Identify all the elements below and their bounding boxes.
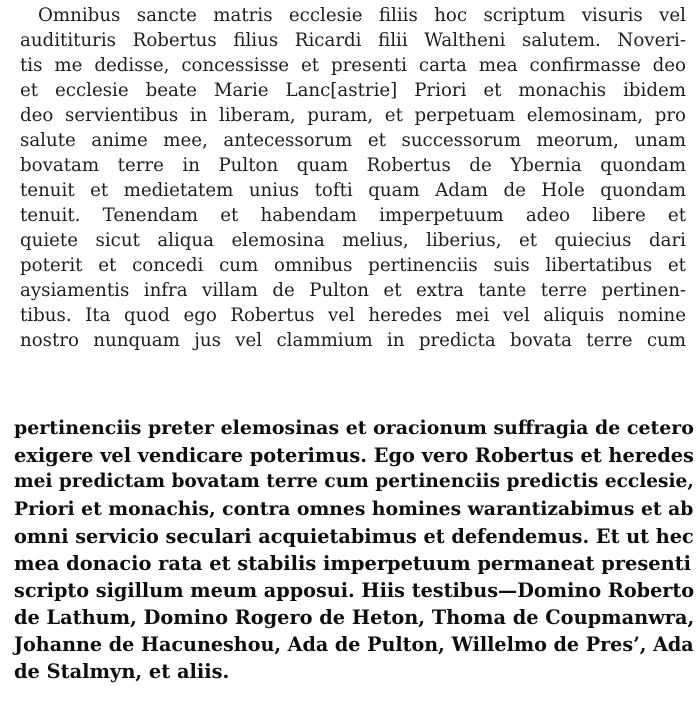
text-line: tenuit. Tenendam et habendam imperpetuum adeo libere et (20, 205, 686, 226)
text-line: deo servientibus in liberam, puram, et perpetuam elemosinam, pro (20, 105, 686, 126)
text-line: quiete sicut aliqua elemosina melius, liberius, et quiecius dari (20, 230, 686, 251)
text-line: bovatam terre in Pulton quam Robertus de Ybernia quondam (20, 155, 686, 176)
text-line: de Lathum, Domino Rogero de Heton, Thoma de Coupmanwra, (14, 606, 695, 629)
text-line: Priori et monachis, contra omnes homines warantizabimus et ab (14, 498, 694, 520)
text-line: auditituris Robertus filius Ricardi filii Waltheni salutem. Noveri- (20, 30, 686, 51)
text-line: exigere vel vendicare poterimus. Ego vero Robertus et heredes (14, 444, 694, 467)
text-line: tibus. Ita quod ego Robertus vel heredes mei vel aliquis nomine (20, 305, 686, 326)
text-line: aysiamentis infra villam de Pulton et extra tante terre pertinen- (20, 280, 686, 301)
text-line: omni servicio seculari acquietabimus et defendemus. Et ut hec (14, 525, 694, 548)
text-line: mea donacio rata et stabilis imperpetuum permaneat presenti (14, 552, 692, 575)
text-line: nostro nunquam jus vel clammium in predicta bovata terre cum (20, 330, 686, 351)
text-line: tenuit et medietatem unius tofti quam Adam de Hole quondam (20, 180, 686, 201)
text-line: et ecclesie beate Marie Lanc[astrie] Priori et monachis ibidem (20, 80, 686, 101)
text-line: salute anime mee, antecessorum et successorum meorum, unam (20, 130, 686, 151)
text-line: de Stalmyn, et aliis. (14, 660, 230, 683)
text-line: pertinenciis preter elemosinas et oracionum suffragia de cetero (14, 417, 694, 439)
text-line: scripto sigillum meum apposui. Hiis testibus—Domino Roberto (14, 579, 695, 602)
text-line: Johanne de Hacuneshou, Ada de Pulton, Willelmo de Pres’, Ada (14, 633, 694, 656)
text-line: Omnibus sancte matris ecclesie filiis hoc scriptum visuris vel (38, 5, 686, 26)
text-line: tis me dedisse, concessisse et presenti carta mea confirmasse deo (20, 55, 686, 76)
text-line: mei predictam bovatam terre cum pertinenciis predictis ecclesie, (14, 471, 694, 492)
text-line: poterit et concedi cum omnibus pertinenciis suis libertatibus et (20, 255, 686, 276)
